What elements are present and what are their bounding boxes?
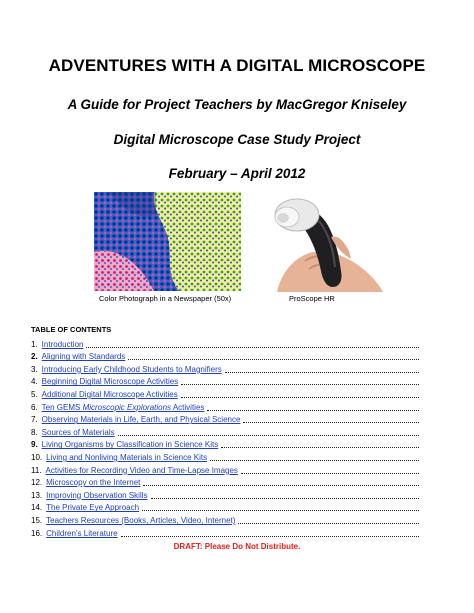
toc-item-number: 9. — [31, 440, 38, 450]
toc-leader-dots — [143, 484, 419, 486]
toc-item — [31, 463, 419, 476]
toc-item — [31, 425, 419, 438]
toc-item-number: 7. — [31, 415, 38, 425]
toc-leader-dots — [118, 434, 419, 436]
toc-link-private-eye[interactable]: The Private Eye Approach — [46, 503, 140, 513]
toc-link-gems-explorations[interactable] — [42, 403, 205, 413]
toc-item — [31, 362, 419, 375]
toc-link-childrens-literature[interactable]: Children’s Literature — [46, 528, 118, 538]
toc-link-observation-skills[interactable]: Improving Observation Skills — [46, 490, 148, 500]
toc-link-beginning-activities[interactable]: Beginning Digital Microscope Activities — [41, 377, 179, 387]
toc-item-number: 4. — [31, 377, 38, 387]
draft-notice: DRAFT: Please Do Not Distribute. — [173, 542, 301, 551]
toc-item — [31, 413, 419, 426]
toc-leader-dots — [128, 358, 419, 360]
toc-leader-dots — [121, 535, 419, 537]
toc-item-number: 10. — [31, 452, 43, 462]
toc-link-additional-activities[interactable]: Additional Digital Microscope Activities — [41, 389, 178, 399]
toc-item — [31, 513, 419, 526]
toc-leader-dots — [243, 421, 419, 423]
toc-link-living-nonliving[interactable]: Living and Nonliving Materials in Science Kits — [46, 452, 208, 462]
document-title: ADVENTURES WITH A DIGITAL MICROSCOPE — [48, 56, 426, 75]
right-figure-caption: ProScope HR — [289, 294, 335, 303]
toc-leader-dots — [86, 346, 419, 348]
newspaper-micrograph-image — [94, 192, 241, 291]
toc-link-microscopy-internet[interactable]: Microscopy on the Internet — [46, 478, 141, 488]
toc-leader-dots — [210, 459, 419, 461]
toc-leader-dots — [238, 522, 419, 524]
toc-item-number: 13. — [31, 490, 43, 500]
left-figure-caption: Color Photograph in a Newspaper (50x) — [99, 294, 232, 303]
toc-link-italic-text: Microscopic Explorations — [82, 402, 172, 412]
toc-item — [31, 476, 419, 489]
date-subtitle: February – April 2012 — [168, 166, 306, 181]
toc-item-number: 12. — [31, 478, 43, 488]
toc-link-sources-materials[interactable]: Sources of Materials — [41, 427, 115, 437]
toc-link-video-time-lapse[interactable]: Activities for Recording Video and Time-Lapse Images — [45, 465, 238, 475]
toc-leader-dots — [181, 396, 419, 398]
toc-item — [31, 526, 419, 539]
toc-leader-dots — [225, 371, 419, 373]
guide-subtitle: A Guide for Project Teachers by MacGregor Kniseley — [67, 97, 407, 112]
toc-link-introduction[interactable]: Introduction — [41, 339, 84, 349]
toc-item-number: 16. — [31, 528, 43, 538]
toc-link-aligning-standards[interactable]: Aligning with Standards — [41, 352, 126, 362]
toc-item — [31, 501, 419, 514]
toc-leader-dots — [207, 409, 419, 411]
toc-leader-dots — [142, 509, 419, 511]
toc-link-teachers-resources[interactable]: Teachers Resources (Books, Articles, Video, Internet) — [46, 515, 236, 525]
project-subtitle: Digital Microscope Case Study Project — [113, 132, 361, 147]
toc-link-text: Activities — [171, 402, 205, 412]
toc-item-number: 3. — [31, 364, 38, 374]
toc-leader-dots — [221, 446, 419, 448]
toc-item — [31, 387, 419, 400]
toc-item-number: 11. — [31, 465, 42, 475]
toc-leader-dots — [241, 472, 419, 474]
toc-item-number: 5. — [31, 389, 38, 399]
toc-item-number: 8. — [31, 427, 38, 437]
toc-link-observing-materials[interactable]: Observing Materials in Life, Earth, and Physical Science — [41, 415, 241, 425]
toc-item — [31, 375, 419, 388]
table-of-contents — [31, 337, 419, 539]
toc-item — [31, 438, 419, 451]
toc-item — [31, 488, 419, 501]
toc-item-number: 14. — [31, 503, 43, 513]
toc-link-text: Ten GEMS — [41, 402, 83, 412]
toc-item-number: 1. — [31, 339, 38, 349]
toc-item-number: 15. — [31, 515, 43, 525]
toc-link-living-organisms[interactable]: Living Organisms by Classification in Science Kits — [41, 440, 219, 450]
toc-item-number: 2. — [31, 352, 38, 362]
toc-item-number: 6. — [31, 402, 38, 412]
toc-leader-dots — [181, 383, 419, 385]
toc-heading: TABLE OF CONTENTS — [31, 325, 112, 334]
toc-item — [31, 350, 419, 363]
toc-item — [31, 400, 419, 413]
toc-item — [31, 450, 419, 463]
toc-leader-dots — [151, 497, 420, 499]
toc-item — [31, 337, 419, 350]
toc-link-early-childhood-magnifiers[interactable]: Introducing Early Childhood Students to Magnifiers — [41, 364, 222, 374]
proscope-hr-image — [257, 191, 383, 292]
